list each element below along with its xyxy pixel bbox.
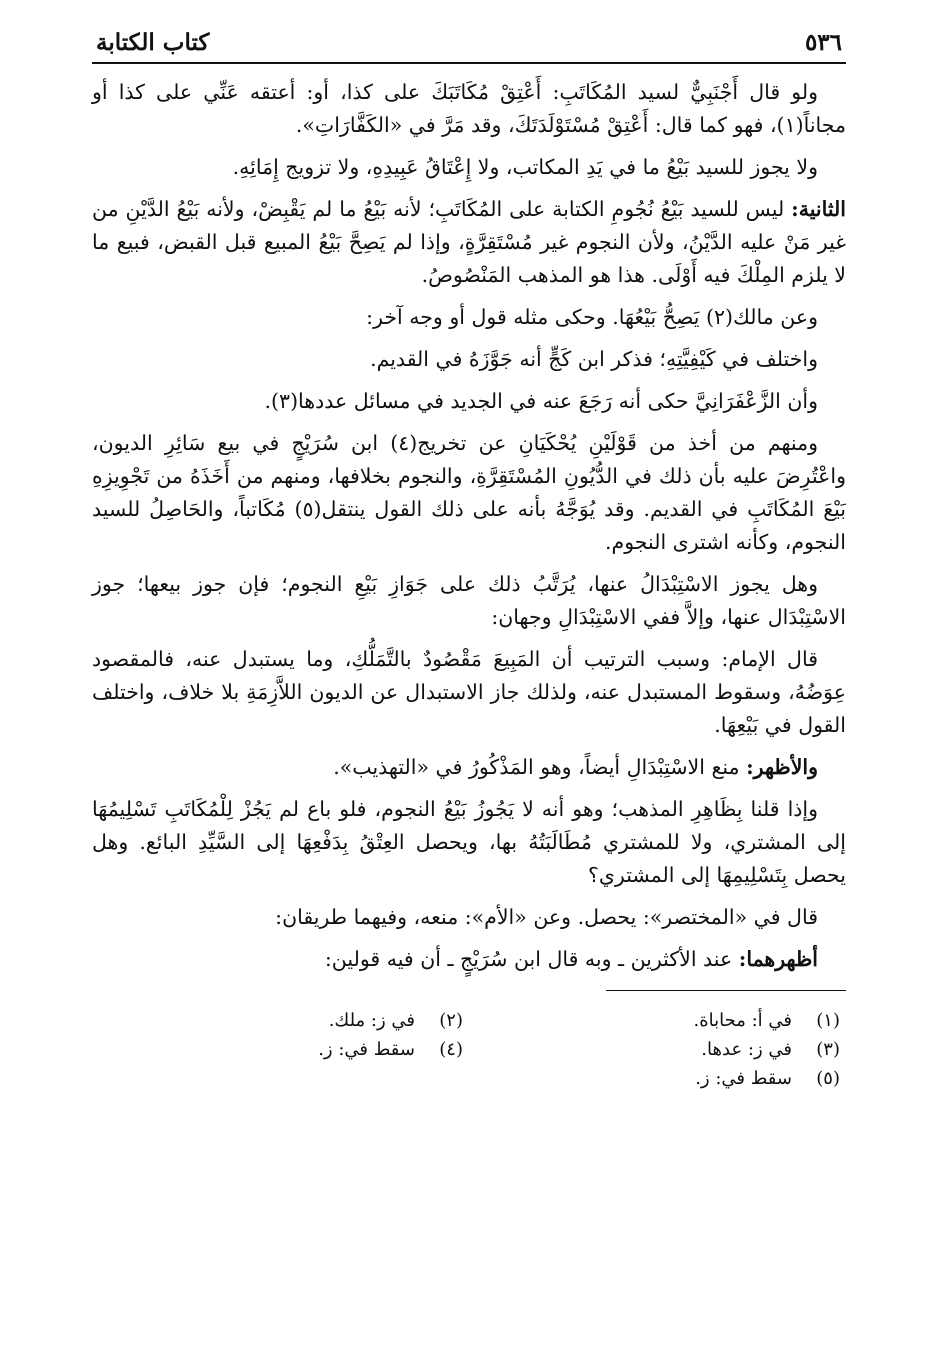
- lead-word: الثانية:: [791, 197, 846, 221]
- paragraph: ومنهم من أخذ من قَوْلَيْنِ يُحْكَيَانِ عن تخريج(٤) ابن سُرَيْجٍ في بيع سَائِرِ الديون، واعْتُرِضَ عليه بأن ذلك في الدُّيُونِ المُسْتَقِرَّةِ، والنجوم بخلافها، ومنهم من أَخَذَهُ من تَجْوِيزِهِ بَيْعَ المُكَاتَبِ في القديم. وقد يُوَجَّهُ بأنه على ذلك القول ينتقل(٥) مُكَاتباً، والحَاصِلُ للسيد النجوم، وكأنه اشترى النجوم.: [92, 431, 846, 554]
- footnote: [469, 1036, 846, 1063]
- paragraph: [92, 943, 846, 976]
- footnote: [92, 1036, 469, 1063]
- paragraph-text: منع الاسْتِبْدَالِ أيضاً، وهو المَذْكُورُ في «التهذيب».: [333, 755, 740, 779]
- footnote-text: في ز: ملك.: [328, 1010, 415, 1031]
- footnote-divider: [606, 990, 846, 991]
- footnote-number: (٢): [439, 1010, 463, 1031]
- paragraph-text: عند الأكثرين ـ وبه قال ابن سُرَيْجٍ ـ أن فيه قولين:: [324, 947, 733, 971]
- paragraph: وإذا قلنا بِظَاهِرِ المذهب؛ وهو أنه لا يَجُوزُ بَيْعُ النجوم، فلو باع لم يَجُزْ لِلْمُكَاتَبِ تَسْلِيمُهَا إلى المشتري، ولا للمشتري مُطَالَبَتُهُ بها، ويحصل العِتْقُ بِدَفْعِهَا إلى السَّيِّدِ البائع. وهل يحصل بِتَسْلِيمِهَا إلى المشتري؟: [92, 797, 846, 887]
- chapter-title: كتاب الكتابة: [96, 29, 210, 56]
- footnote: [469, 1065, 846, 1092]
- paragraph: ولا يجوز للسيد بَيْعُ ما في يَدِ المكاتب، ولا إِعْتَاقُ عَبِيدِهِ، ولا تزويج إِمَائِهِ.: [232, 155, 818, 179]
- footnote-number: (٤): [439, 1039, 463, 1060]
- lead-word: والأظهر:: [746, 755, 818, 779]
- paragraph: وهل يجوز الاسْتِبْدَالُ عنها، يُرَتَّبُ ذلك على جَوَازِ بَيْعِ النجوم؛ فإن جوز بيعها؛ جوز الاسْتِبْدَال عنها، وإلاَّ ففي الاسْتِبْدَالِ وجهان:: [92, 572, 846, 629]
- footnote-number: (٣): [816, 1039, 840, 1060]
- page-number: ٥٣٦: [804, 29, 842, 56]
- page-header: [92, 22, 846, 64]
- paragraph: قال في «المختصر»: يحصل. وعن «الأم»: منعه، وفيهما طريقان:: [275, 905, 818, 929]
- footnote-number: (١): [816, 1010, 840, 1031]
- footnote-text: في أ: محاباة.: [693, 1010, 792, 1031]
- footnote-text: في ز: عدها.: [701, 1039, 792, 1060]
- main-text: [92, 76, 846, 976]
- paragraph: وأن الزَّعْفَرَانِيَّ حكى أنه رَجَعَ عنه في الجديد في مسائل عددها(٣).: [264, 389, 818, 413]
- footnote-number: (٥): [816, 1068, 840, 1089]
- lead-word: أظهرهما:: [738, 947, 818, 971]
- paragraph-text: ليس للسيد بَيْعُ نُجُومِ الكتابة على المُكَاتَبِ؛ لأنه بَيْعُ ما لم يَقْبِضْ، ولأنه بَيْعُ الدَّيْنِ من غير مَنْ عليه الدَّيْنُ، ولأن النجوم غير مُسْتَقِرَّةٍ، وإذا لم يَصِحَّ بَيْعُ المبيع قبل القبض، فبيع ما لا يلزم المِلْكَ فيه أَوْلَى. هذا هو المذهب المَنْصُوصُ.: [92, 197, 846, 287]
- footnote-text: سقط في: ز.: [318, 1039, 415, 1060]
- paragraph: [92, 751, 846, 784]
- paragraph: قال الإمام: وسبب الترتيب أن المَبِيعَ مَقْصُودٌ بالتَّمَلُّكِ، وما يستبدل عنه، فالمقصود عِوَضُهُ، وسقوط المستبدل عنه، ولذلك جاز الاستبدال عن الديون اللاَّزِمَةِ بلا خلاف، واختلف القول في بَيْعِهَا.: [92, 647, 846, 737]
- book-page: [92, 22, 846, 1092]
- footnotes: [92, 1007, 846, 1092]
- paragraph: ولو قال أَجْنَبِيٌّ لسيد المُكَاتَبِ: أَعْتِقْ مُكَاتَبَكَ على كذا، أو: أعتقه عَنِّي على كذا أو مجاناً(١)، فهو كما قال: أَعْتِقْ مُسْتَوْلَدَتَكَ، وقد مَرَّ في «الكَفَّارَاتِ».: [92, 80, 846, 137]
- paragraph: وعن مالك(٢) يَصِحُّ بَيْعُهَا. وحكى مثله قول أو وجه آخر:: [366, 305, 818, 329]
- footnote-text: سقط في: ز.: [695, 1068, 792, 1089]
- footnote: [469, 1007, 846, 1034]
- paragraph: [92, 193, 846, 292]
- footnote: [92, 1007, 469, 1034]
- paragraph: واختلف في كَيْفِيَّتِهِ؛ فذكر ابن كَجٍّ أنه جَوَّزَهُ في القديم.: [370, 347, 818, 371]
